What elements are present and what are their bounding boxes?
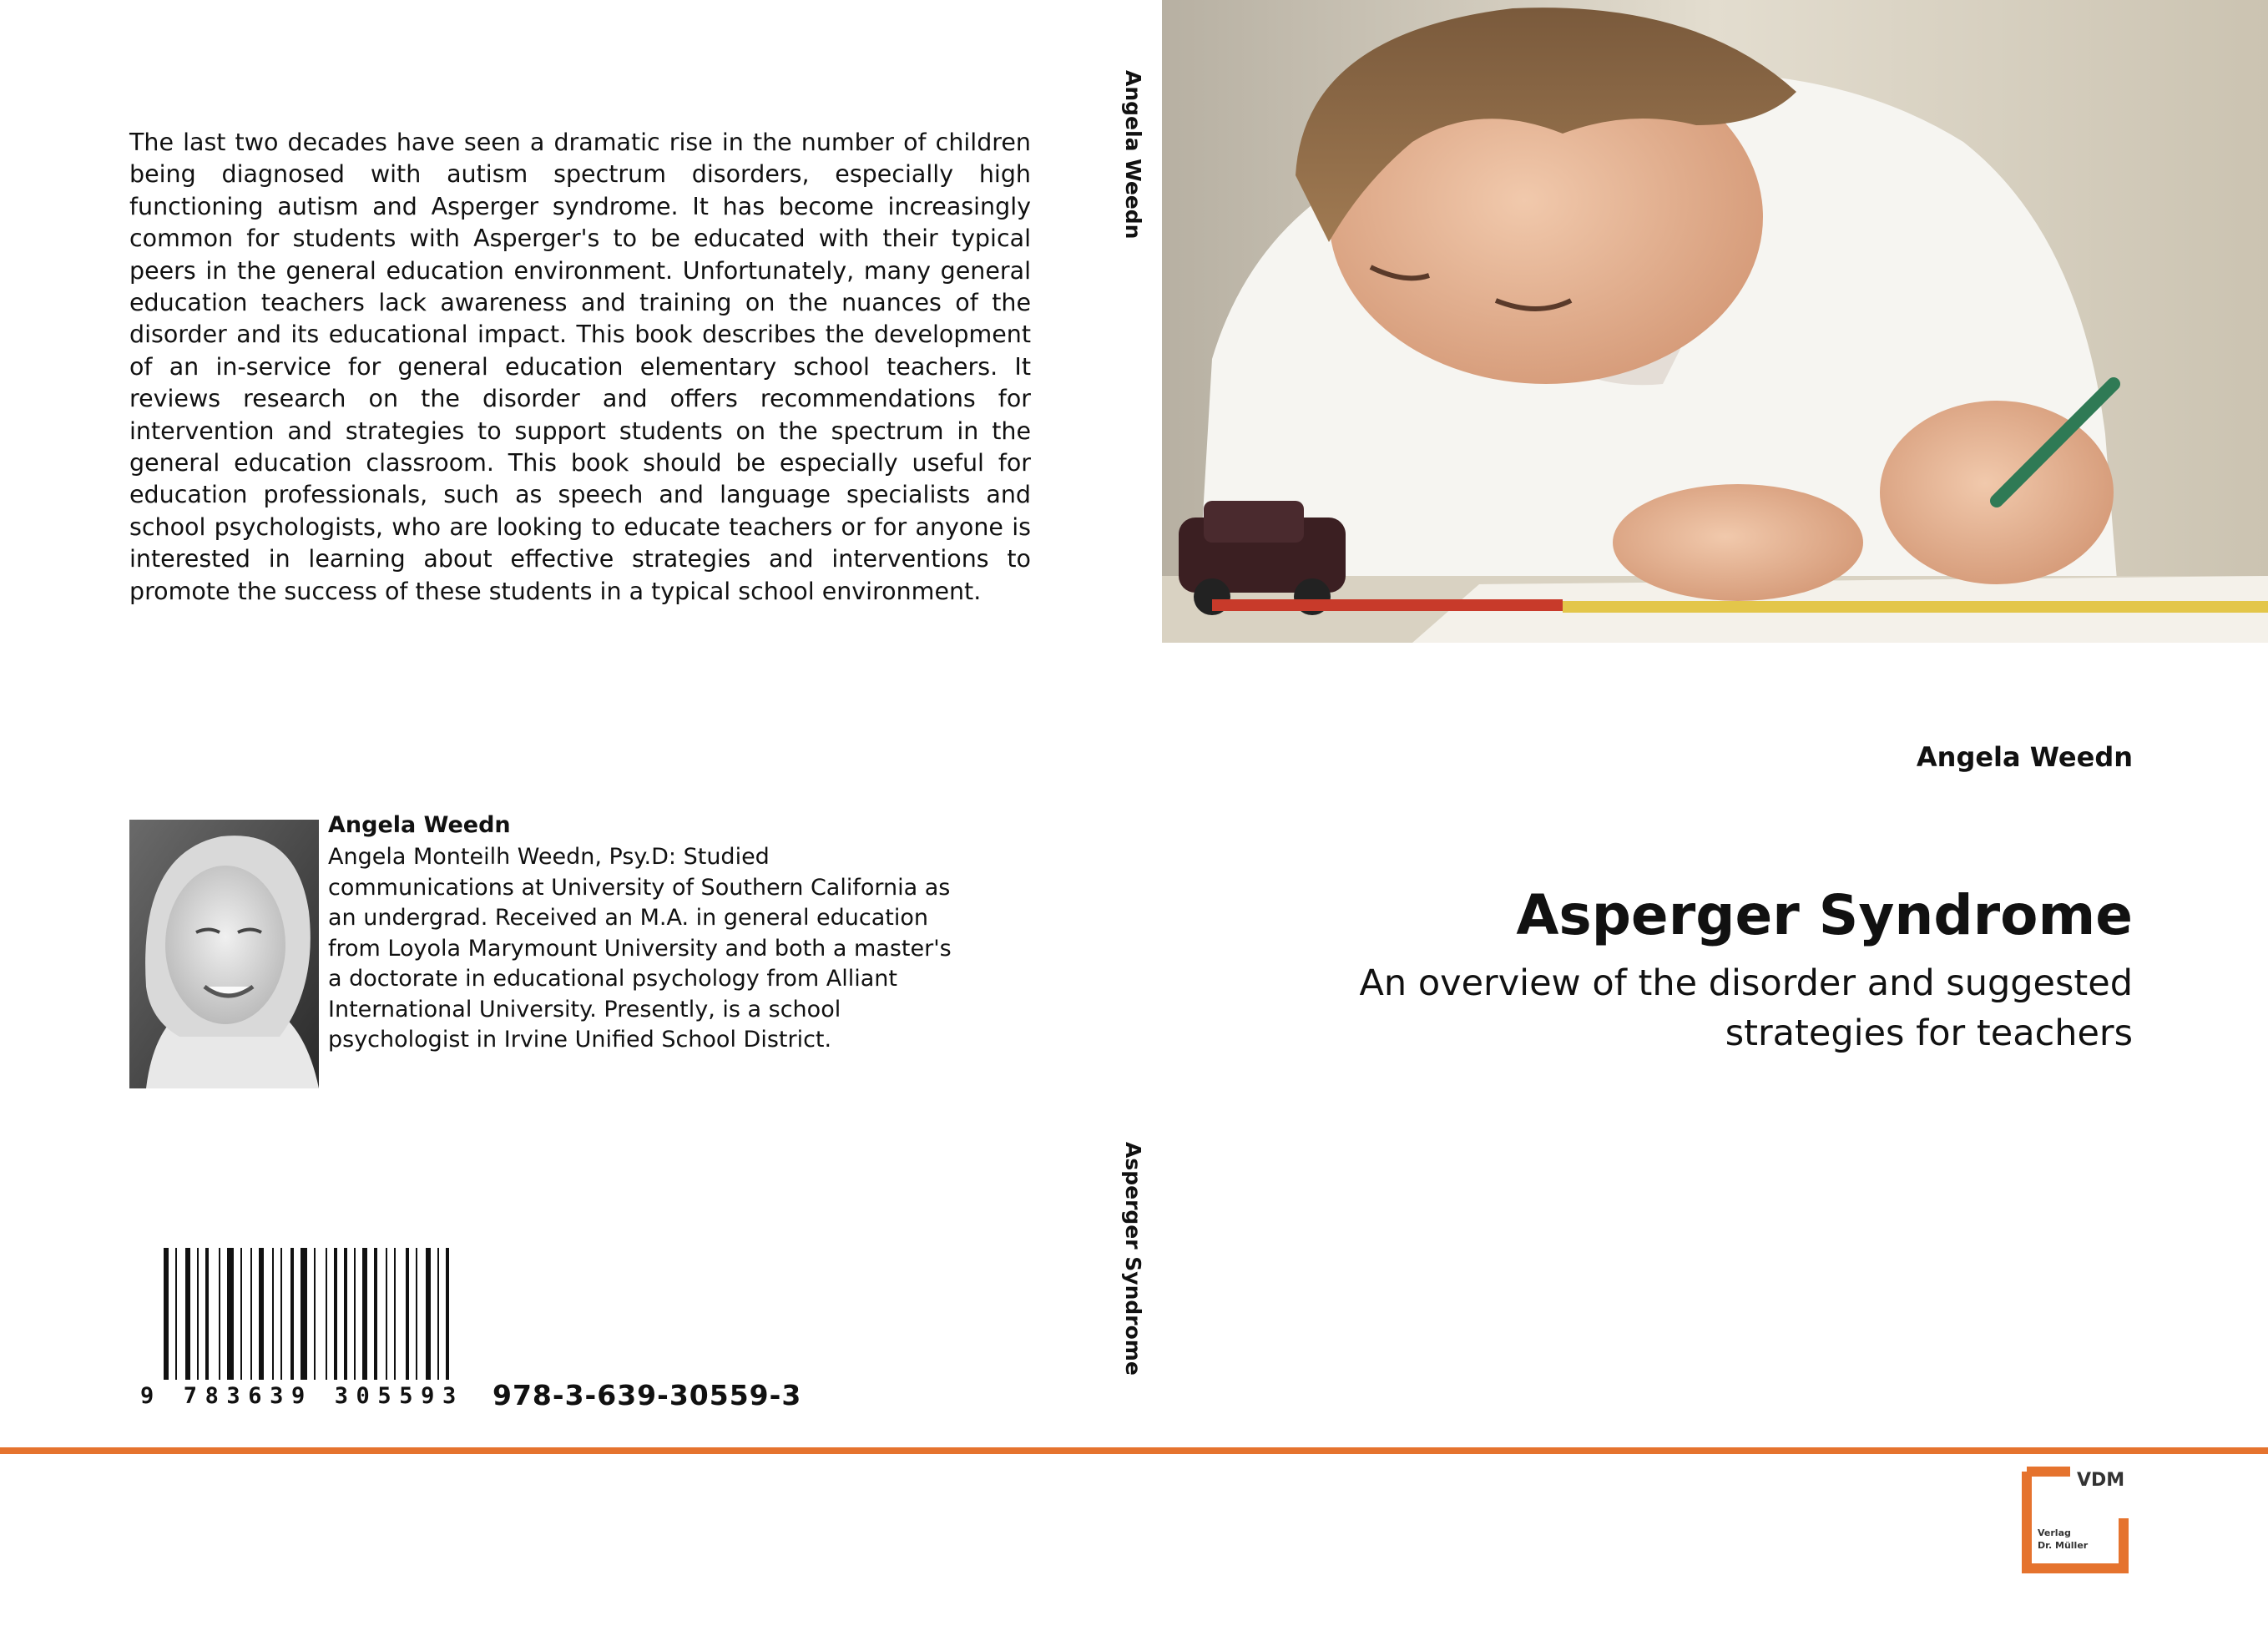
barcode-bar: [386, 1248, 387, 1380]
barcode-bar: [374, 1248, 377, 1380]
isbn-barcode: [140, 1248, 466, 1406]
author-photo: [129, 820, 319, 1088]
barcode-bar: [354, 1248, 356, 1380]
publisher-logo-subtext-1: Verlag: [2038, 1527, 2071, 1538]
front-cover-subtitle: An overview of the disorder and suggested strategies for teachers: [1359, 962, 2133, 1054]
barcode-bar: [164, 1248, 169, 1380]
barcode-bar: [185, 1248, 190, 1380]
barcode-bar: [362, 1248, 367, 1380]
back-cover-blurb: The last two decades have seen a dramatic rise in the number of children being diagnosed with autism spectrum disorders, especially high functioning autism and Asperger syndrome. It has become increasingly common for students with Asperger's to be educated with their typical peers in the general education environment. Unfortunately, many general education teachers lack awareness and training on the nuances of the disorder and its educational impact. This book describes the development of an in-service for general education elementary school teachers. It reviews research on the disorder and offers recommendations for intervention and strategies to support students on the spectrum in the general education classroom. This book should be especially useful for education professionals, such as speech and language specialists and school psychologists, who are looking to educate teachers or for anyone is interested in learning about effective strategies and interventions to promote the success of these students in a typical school environment.: [129, 129, 1031, 605]
barcode-bar: [394, 1248, 396, 1380]
barcode-bar: [259, 1248, 264, 1380]
author-portrait-illustration: [129, 820, 319, 1088]
barcode-digits: 9 783639 305593: [140, 1383, 464, 1406]
barcode-bar: [416, 1248, 417, 1380]
front-cover-title: Asperger Syndrome: [1516, 883, 2133, 947]
barcode-bar: [334, 1248, 337, 1380]
barcode-bar: [250, 1248, 252, 1380]
isbn-number: 978-3-639-30559-3: [492, 1379, 802, 1411]
spine-author: Angela Weedn: [1121, 70, 1145, 240]
author-bio-name: Angela Weedn: [328, 812, 511, 838]
barcode-bar: [344, 1248, 347, 1380]
barcode-bars: [140, 1248, 466, 1406]
barcode-bar: [175, 1248, 177, 1380]
barcode-bar: [446, 1248, 449, 1380]
barcode-bar: [240, 1248, 242, 1380]
barcode-bar: [326, 1248, 327, 1380]
boy-writing-illustration: [1162, 0, 2268, 643]
orange-rule: [0, 1447, 2268, 1454]
barcode-bar: [406, 1248, 409, 1380]
barcode-bar: [426, 1248, 431, 1380]
front-cover-author: Angela Weedn: [1916, 741, 2133, 773]
cover-photo: [1162, 0, 2268, 643]
barcode-bar: [437, 1248, 439, 1380]
barcode-bar: [272, 1248, 274, 1380]
barcode-bar: [197, 1248, 199, 1380]
barcode-bar: [301, 1248, 307, 1380]
barcode-bar: [227, 1248, 234, 1380]
barcode-bar: [205, 1248, 209, 1380]
spine-title: Asperger Syndrome: [1121, 1142, 1145, 1376]
publisher-logo-text: VDM: [2077, 1470, 2125, 1491]
author-bio-text: Angela Monteilh Weedn, Psy.D: Studied communications at University of Southern California as an undergrad. Received an M.A. in general education from Loyola Marymount University and both a master's a doctorate in educational psychology from Alliant International University. Presently, is a school psychologist in Irvine Unified School District.: [328, 844, 952, 1053]
barcode-bar: [219, 1248, 220, 1380]
barcode-bar: [290, 1248, 294, 1380]
barcode-bar: [280, 1248, 282, 1380]
barcode-bar: [314, 1248, 316, 1380]
publisher-logo-subtext-2: Dr. Müller: [2038, 1540, 2089, 1551]
